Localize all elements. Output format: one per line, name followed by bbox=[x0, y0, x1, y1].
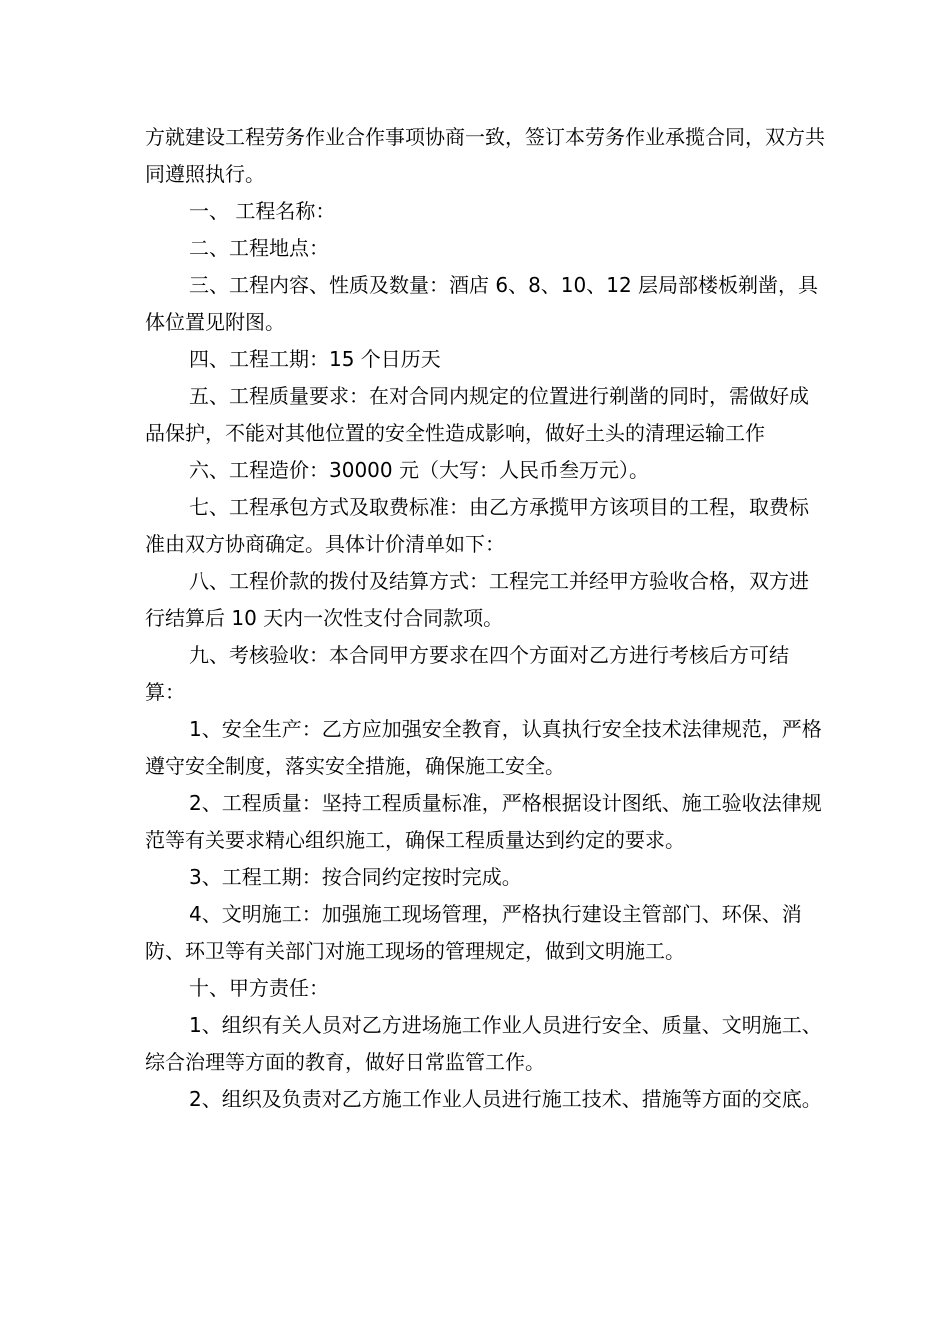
paragraph-project-schedule: 3、工程工期：按合同约定按时完成。 bbox=[189, 865, 522, 889]
paragraph-project-quality: 2、工程质量：坚持工程质量标准，严格根据设计图纸、施工验收法律规范等有关要求精心组织施工，确保工程质量达到约定的要求。 bbox=[145, 791, 822, 852]
paragraph-project-content: 三、工程内容、性质及数量：酒店 6、8、10、12 层局部楼板剃凿，具体位置见附图。 bbox=[145, 273, 819, 334]
paragraph-party-a-item-1: 1、组织有关人员对乙方进场施工作业人员进行安全、质量、文明施工、综合治理等方面的教育，做好日常监管工作。 bbox=[145, 1013, 822, 1074]
paragraph-contract-method: 七、工程承包方式及取费标准：由乙方承揽甲方该项目的工程，取费标准由双方协商确定。具体计价清单如下： bbox=[145, 495, 809, 556]
paragraph-project-name: 一、 工程名称： bbox=[189, 199, 336, 223]
paragraph-acceptance-assessment: 九、考核验收：本合同甲方要求在四个方面对乙方进行考核后方可结算： bbox=[145, 643, 789, 704]
paragraph-civilized-construction: 4、文明施工：加强施工现场管理，严格执行建设主管部门、环保、消防、环卫等有关部门对施工现场的管理规定，做到文明施工。 bbox=[145, 902, 802, 963]
paragraph-project-location: 二、工程地点： bbox=[189, 236, 329, 260]
paragraph-quality-requirements: 五、工程质量要求：在对合同内规定的位置进行剃凿的同时，需做好成品保护，不能对其他位置的安全性造成影响，做好土头的清理运输工作 bbox=[145, 384, 809, 445]
paragraph-project-duration: 四、工程工期：15 个日历天 bbox=[189, 347, 441, 371]
paragraph-intro: 方就建设工程劳务作业合作事项协商一致，签订本劳务作业承揽合同，双方共同遵照执行。 bbox=[145, 125, 825, 186]
paragraph-safety-production: 1、安全生产：乙方应加强安全教育，认真执行安全技术法律规范，严格遵守安全制度，落实安全措施，确保施工安全。 bbox=[145, 717, 822, 778]
paragraph-payment-settlement: 八、工程价款的拨付及结算方式：工程完工并经甲方验收合格，双方进行结算后 10 天内一次性支付合同款项。 bbox=[145, 569, 809, 630]
paragraph-project-cost: 六、工程造价：30000 元（大写：人民币叁万元）。 bbox=[189, 458, 649, 482]
paragraph-party-a-responsibility: 十、甲方责任： bbox=[189, 976, 329, 1000]
paragraph-party-a-item-2: 2、组织及负责对乙方施工作业人员进行施工技术、措施等方面的交底。 bbox=[189, 1087, 822, 1111]
document-body bbox=[145, 119, 825, 1118]
